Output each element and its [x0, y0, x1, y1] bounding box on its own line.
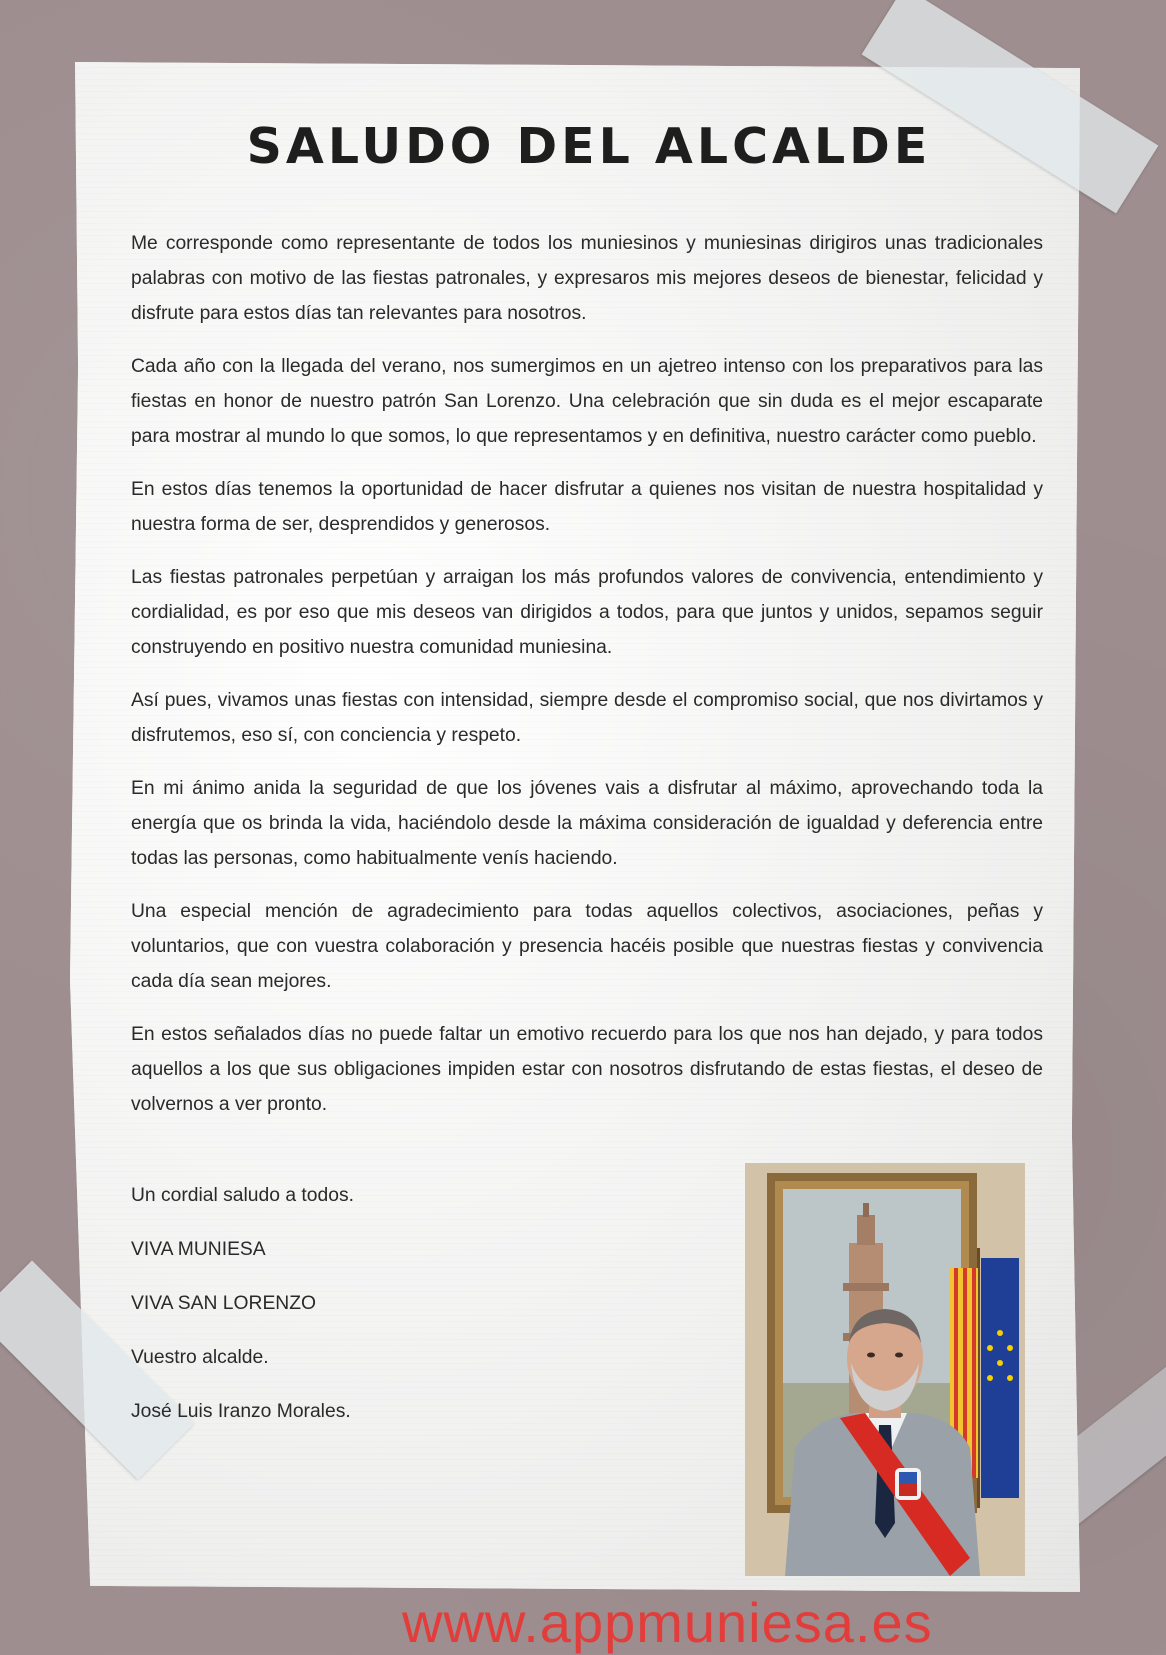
closing-greeting: Un cordial saludo a todos. — [131, 1185, 354, 1206]
closing-viva-muniesa: VIVA MUNIESA — [131, 1239, 266, 1260]
paragraph-2: Cada año con la llegada del verano, nos sumergimos en un ajetreo intenso con los preparativos para las fiestas en honor de nuestro patrón San Lorenzo. Una celebración que sin duda es el mejor escaparate para mostrar al mundo lo que somos, lo que representamos y en definitiva, nuestro carácter como pueblo. — [131, 356, 1043, 447]
mayor-signature-name: José Luis Iranzo Morales. — [131, 1401, 351, 1422]
closing-viva-san-lorenzo: VIVA SAN LORENZO — [131, 1293, 317, 1314]
paragraph-8: En estos señalados días no puede faltar un emotivo recuerdo para los que nos han dejado, y para todos aquellos a los que sus obligaciones impiden estar con nosotros disfrutando de estas fiestas, el deseo de volvernos a ver pronto. — [131, 1024, 1043, 1115]
paragraph-3: En estos días tenemos la oportunidad de hacer disfrutar a quienes nos visitan de nuestra hospitalidad y nuestra forma de ser, desprendidos y generosos. — [131, 479, 1043, 535]
letter-body — [131, 226, 1043, 1140]
closing-signoff: Vuestro alcalde. — [131, 1347, 269, 1368]
paragraph-7: Una especial mención de agradecimiento para todas aquellos colectivos, asociaciones, peñas y voluntarios, que con vuestra colaboración y presencia hacéis posible que nuestras fiestas y convivencia cada día sean mejores. — [131, 901, 1043, 992]
page-title: SALUDO DEL ALCALDE — [246, 118, 932, 175]
paragraph-5: Así pues, vivamos unas fiestas con intensidad, siempre desde el compromiso social, que nos divirtamos y disfrutemos, eso sí, con conciencia y respeto. — [131, 690, 1043, 746]
paragraph-4: Las fiestas patronales perpetúan y arraigan los más profundos valores de convivencia, entendimiento y cordialidad, es por eso que mis deseos van dirigidos a todos, para que juntos y unidos, sepamos seguir construyendo en positivo nuestra comunidad muniesina. — [131, 567, 1043, 658]
mayor-portrait-illustration — [745, 1163, 1025, 1576]
mayor-portrait-photo — [745, 1163, 1025, 1576]
letter-closing — [131, 1178, 691, 1448]
website-url: www.appmuniesa.es — [402, 1591, 933, 1654]
paragraph-1: Me corresponde como representante de todos los muniesinos y muniesinas dirigiros unas tradicionales palabras con motivo de las fiestas patronales, y expresaros mis mejores deseos de bienestar, felicidad y disfrute para estos días tan relevantes para nosotros. — [131, 233, 1043, 324]
paragraph-6: En mi ánimo anida la seguridad de que los jóvenes vais a disfrutar al máximo, aprovechando toda la energía que os brinda la vida, haciéndolo desde la máxima consideración de igualdad y deferencia entre todas las personas, como habitualmente venís haciendo. — [131, 778, 1043, 869]
